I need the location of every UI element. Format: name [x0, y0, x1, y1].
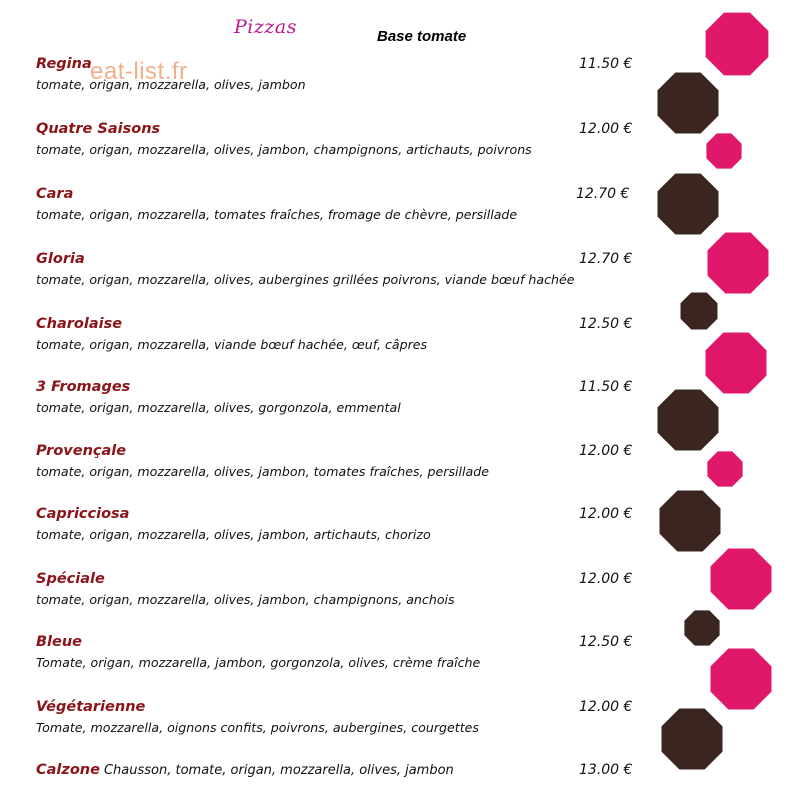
- pink-octagon: [706, 133, 741, 168]
- item-name: 3 Fromages: [36, 379, 131, 395]
- item-name: Capricciosa: [36, 506, 130, 522]
- item-name: Provençale: [36, 443, 127, 459]
- item-price: 13.00 €: [579, 762, 633, 778]
- item-description: Chausson, tomate, origan, mozzarella, olives, jambon: [103, 763, 454, 778]
- item-description: tomate, origan, mozzarella, olives, gorgonzola, emmental: [36, 400, 401, 415]
- item-description: tomate, origan, mozzarella, tomates fraîches, fromage de chèvre, persillade: [36, 207, 518, 222]
- pink-octagon: [707, 451, 742, 486]
- item-price: 12.50 €: [579, 634, 633, 650]
- item-description: tomate, origan, mozzarella, olives, jambon: [36, 77, 306, 92]
- item-price: 12.00 €: [579, 121, 633, 137]
- section-title: Pizzas: [234, 16, 297, 38]
- brown-octagon: [660, 491, 721, 552]
- section-subtitle: Base tomate: [377, 28, 467, 45]
- item-name: Végétarienne: [36, 699, 146, 715]
- item-description: Tomate, origan, mozzarella, jambon, gorgonzola, olives, crème fraîche: [36, 655, 481, 670]
- item-description: tomate, origan, mozzarella, viande bœuf hachée, œuf, câpres: [36, 337, 428, 352]
- item-price: 12.50 €: [579, 316, 633, 332]
- item-price: 11.50 €: [579, 56, 633, 72]
- item-price: 12.00 €: [579, 699, 633, 715]
- item-name: Spéciale: [36, 571, 105, 587]
- pink-octagon: [706, 13, 769, 76]
- pink-octagon: [711, 649, 772, 710]
- item-price: 12.70 €: [576, 186, 630, 202]
- item-name: Bleue: [36, 634, 83, 650]
- item-price: 12.70 €: [579, 251, 633, 267]
- item-description: tomate, origan, mozzarella, olives, jambon, tomates fraîches, persillade: [36, 464, 489, 479]
- item-price: 12.00 €: [579, 506, 633, 522]
- item-description: Tomate, mozzarella, oignons confits, poivrons, aubergines, courgettes: [36, 720, 479, 735]
- item-name: Calzone: [36, 762, 100, 778]
- item-price: 12.00 €: [579, 571, 633, 587]
- brown-octagon: [681, 293, 718, 330]
- brown-octagon: [662, 709, 723, 770]
- item-price: 11.50 €: [579, 379, 633, 395]
- pink-octagon: [706, 333, 767, 394]
- item-name: Charolaise: [36, 316, 123, 332]
- item-name: Regina: [36, 56, 92, 72]
- item-name: Quatre Saisons: [36, 121, 161, 137]
- item-description: tomate, origan, mozzarella, olives, aubergines grillées poivrons, viande bœuf hachée: [36, 272, 575, 287]
- brown-octagon: [658, 174, 719, 235]
- watermark-text: eat-list.fr: [90, 58, 188, 85]
- item-name: Cara: [36, 186, 74, 202]
- brown-octagon: [658, 73, 719, 134]
- item-name: Gloria: [36, 251, 85, 267]
- item-description: tomate, origan, mozzarella, olives, jambon, champignons, anchois: [36, 592, 455, 607]
- item-price: 12.00 €: [579, 443, 633, 459]
- brown-octagon: [684, 610, 719, 645]
- brown-octagon: [658, 390, 719, 451]
- pink-octagon: [711, 549, 772, 610]
- item-description: tomate, origan, mozzarella, olives, jambon, artichauts, chorizo: [36, 527, 431, 542]
- item-description: tomate, origan, mozzarella, olives, jambon, champignons, artichauts, poivrons: [36, 142, 532, 157]
- pink-octagon: [708, 233, 769, 294]
